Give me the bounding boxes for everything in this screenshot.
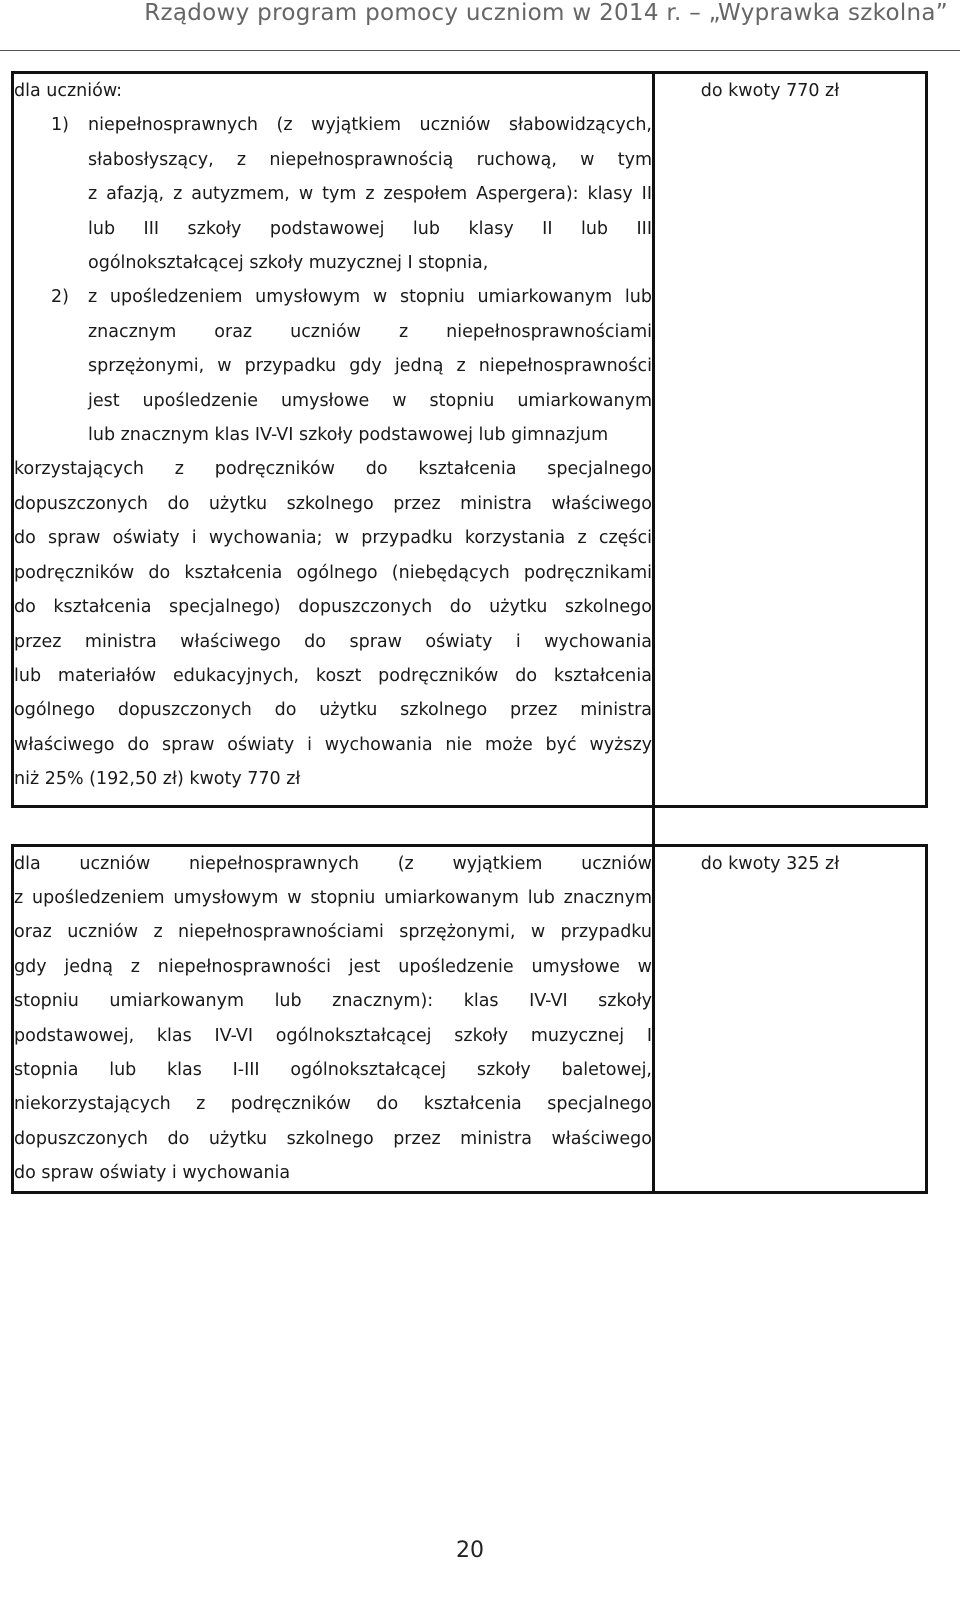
list-item-1-line: słabosłyszący, z niepełnosprawnością ruchową, w tym: [88, 149, 652, 170]
tail-line: podręczników do kształcenia ogólnego (niebędących podręcznikami: [14, 562, 652, 583]
amount-value: do kwoty 325 zł: [700, 853, 840, 874]
list-item-1-line: lub III szkoły podstawowej lub klasy II lub III: [88, 218, 652, 239]
row2-line: z upośledzeniem umysłowym w stopniu umiarkowanym lub znacznym: [14, 887, 652, 908]
amount-cell-325: [654, 845, 927, 1192]
tail-line: niż 25% (192,50 zł) kwoty 770 zł: [14, 769, 301, 790]
list-item-2-line: z upośledzeniem umysłowym w stopniu umiarkowanym lub: [88, 287, 652, 308]
row2-line: niekorzystających z podręczników do kształcenia specjalnego: [14, 1094, 652, 1115]
list-item-1-line: ogólnokształcącej szkoły muzycznej I stopnia,: [88, 253, 489, 274]
list-item-2-line: znacznym oraz uczniów z niepełnosprawnościami: [88, 321, 652, 342]
row2-line: stopnia lub klas I-III ogólnokształcącej szkoły baletowej,: [14, 1059, 652, 1080]
row2-line: dla uczniów niepełnosprawnych (z wyjątkiem uczniów: [14, 853, 652, 874]
row2-line: stopniu umiarkowanym lub znacznym): klas IV-VI szkoły: [14, 991, 652, 1012]
page-number: 20: [456, 1538, 484, 1563]
tail-line: ogólnego dopuszczonych do użytku szkolnego przez ministra: [14, 700, 652, 721]
tail-line: przez ministra właściwego do spraw oświaty i wychowania: [14, 631, 652, 652]
page-header: [0, 0, 960, 51]
tail-line: lub materiałów edukacyjnych, koszt podręczników do kształcenia: [14, 665, 652, 686]
list-item-2-line: jest upośledzenie umysłowe w stopniu umiarkowanym: [88, 390, 652, 411]
eligibility-cell-770: [13, 73, 654, 807]
table-separator: [13, 806, 927, 845]
table-row-770: [13, 73, 927, 807]
table-row-325: [13, 845, 927, 1192]
list-item-1-line: z afazją, z autyzmem, w tym z zespołem Aspergera): klasy II: [88, 184, 652, 205]
row2-line: dopuszczonych do użytku szkolnego przez ministra właściwego: [14, 1128, 652, 1149]
grant-table: [11, 71, 928, 1194]
amount-cell-770: [654, 73, 927, 807]
list-item-2-line: lub znacznym klas IV-VI szkoły podstawowej lub gimnazjum: [88, 425, 609, 446]
row2-line: do spraw oświaty i wychowania: [14, 1163, 291, 1184]
tail-line: do spraw oświaty i wychowania; w przypadku korzystania z części: [14, 528, 652, 549]
row2-line: podstawowej, klas IV-VI ogólnokształcącej szkoły muzycznej I: [14, 1025, 652, 1046]
eligibility-cell-325: [13, 845, 654, 1192]
intro-line: dla uczniów:: [14, 81, 123, 101]
list-item-1-number: 1): [51, 115, 69, 136]
list-item-1-line: niepełnosprawnych (z wyjątkiem uczniów słabowidzących,: [88, 115, 652, 136]
tail-line: do kształcenia specjalnego) dopuszczonych do użytku szkolnego: [14, 597, 652, 618]
header-title: Rządowy program pomocy uczniom w 2014 r. – „Wyprawka szkolna”: [144, 0, 948, 26]
list-item-1: [14, 108, 652, 280]
list-item-2-number: 2): [51, 287, 69, 308]
row2-line: gdy jedną z niepełnosprawności jest upośledzenie umysłowe w: [14, 956, 652, 977]
amount-value: do kwoty 770 zł: [700, 81, 840, 101]
tail-line: właściwego do spraw oświaty i wychowania nie może być wyższy: [14, 734, 652, 755]
list-item-2: [14, 280, 652, 452]
tail-line: korzystających z podręczników do kształcenia specjalnego: [14, 459, 652, 480]
list-item-2-line: sprzężonymi, w przypadku gdy jedną z niepełnosprawności: [88, 356, 652, 377]
row2-line: oraz uczniów z niepełnosprawnościami sprzężonymi, w przypadku: [14, 922, 652, 943]
tail-line: dopuszczonych do użytku szkolnego przez ministra właściwego: [14, 493, 652, 514]
